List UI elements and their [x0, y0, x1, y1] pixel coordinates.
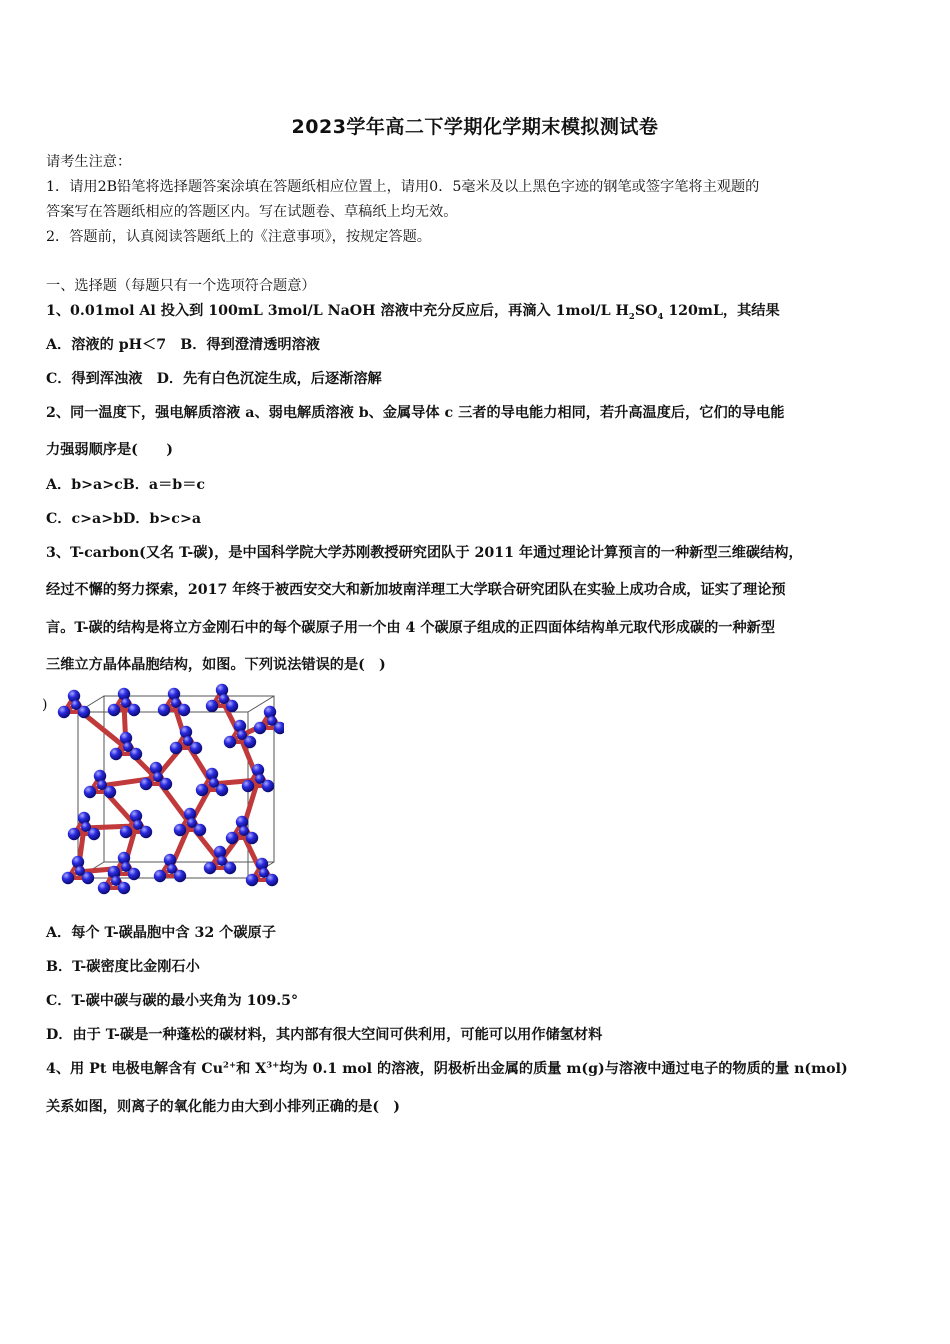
carbon-atom [255, 774, 265, 784]
carbon-atom [256, 858, 268, 870]
question-3-option-b: B．T-碳密度比金刚石小 [46, 959, 200, 975]
carbon-atom [183, 736, 193, 746]
carbon-atom [154, 870, 166, 882]
question-3-option-c: C．T-碳中碳与碳的最小夹角为 109.5° [46, 993, 299, 1009]
tetrahedron [58, 690, 90, 718]
carbon-atom [174, 824, 186, 836]
question-3-option-d: D．由于 T-碳是一种蓬松的碳材料，其内部有很大空间可供利用，可能可以用作储氢材料 [46, 1027, 603, 1043]
figure-edge-mark: ) [42, 697, 48, 713]
notice-item-1-line-2: 答案写在答题纸相应的答题区内。写在试题卷、草稿纸上均无效。 [46, 204, 458, 220]
carbon-atom [217, 856, 227, 866]
carbon-atom [267, 716, 277, 726]
carbon-atom [68, 690, 80, 702]
carbon-atom [72, 856, 84, 868]
carbon-atom [110, 748, 122, 760]
carbon-atom [78, 812, 90, 824]
carbon-atom [170, 742, 182, 754]
carbon-atom [184, 808, 196, 820]
carbon-atom [62, 872, 74, 884]
carbon-atom [94, 770, 106, 782]
carbon-atom [239, 826, 249, 836]
carbon-atom [118, 688, 130, 700]
question-3-stem-line-2: 经过不懈的努力探索，2017 年终于被西安交大和新加坡南洋理工大学联合研究团队在实验上成功合成，证实了理论预 [46, 582, 786, 598]
tetrahedron [108, 688, 140, 716]
carbon-atom [121, 698, 131, 708]
carbon-atom [123, 742, 133, 752]
carbon-atom [214, 846, 226, 858]
tetrahedron [206, 684, 238, 712]
carbon-atom [153, 772, 163, 782]
carbon-atom [234, 720, 246, 732]
carbon-atom [206, 700, 218, 712]
tetrahedron [154, 854, 186, 882]
tetrahedron [254, 706, 284, 734]
question-2-stem-line-1: 2、同一温度下，强电解质溶液 a、弱电解质溶液 b、金属导体 c 三者的导电能力相同，若升高温度后，它们的导电能 [46, 405, 785, 421]
carbon-atom [187, 818, 197, 828]
carbon-atom [98, 882, 110, 894]
question-2-options-ab: A．b>a>cB．a＝b＝c [46, 477, 206, 493]
carbon-atom [118, 852, 130, 864]
carbon-atom [81, 822, 91, 832]
carbon-atom [236, 816, 248, 828]
carbon-atom [68, 828, 80, 840]
tetrahedron [226, 816, 258, 844]
t-carbon-crystal-figure [44, 682, 284, 902]
carbon-atom [133, 820, 143, 830]
question-3-stem-line-3: 言。T-碳的结构是将立方金刚石中的每个碳原子用一个由 4 个碳原子组成的正四面体结构单元取代形成碳的一种新型 [46, 620, 776, 636]
carbon-atom [219, 694, 229, 704]
carbon-atom [97, 780, 107, 790]
carbon-atom [150, 762, 162, 774]
carbon-atom [206, 768, 218, 780]
question-3-stem-line-1: 3、T-carbon(又名 T-碳)，是中国科学院大学苏刚教授研究团队于 2011 年通过理论计算预言的一种新型三维碳结构， [46, 545, 803, 561]
carbon-atom [216, 684, 228, 696]
carbon-atom [108, 704, 120, 716]
carbon-atom [264, 706, 276, 718]
tetrahedron [158, 688, 190, 716]
carbon-atom [237, 730, 247, 740]
carbon-atom [158, 704, 170, 716]
carbon-atom [167, 864, 177, 874]
carbon-tetrahedra [58, 684, 284, 894]
question-1-options-ab: A．溶液的 pH＜7 B．得到澄清透明溶液 [46, 337, 320, 353]
carbon-atom [242, 780, 254, 792]
carbon-atom [246, 874, 258, 886]
carbon-atom [259, 868, 269, 878]
page-title: 2023学年高二下学期化学期末模拟测试卷 [291, 116, 659, 138]
question-3-stem-line-4: 三维立方晶体晶胞结构，如图。下列说法错误的是( ) [46, 657, 386, 673]
question-4-stem-line-2: 关系如图，则离子的氧化能力由大到小排列正确的是( ) [46, 1099, 400, 1115]
carbon-atom [140, 778, 152, 790]
carbon-atom [224, 736, 236, 748]
tetrahedron [170, 726, 202, 754]
carbon-atom [180, 726, 192, 738]
carbon-atom [164, 854, 176, 866]
notice-heading: 请考生注意： [46, 154, 132, 170]
carbon-atom [204, 862, 216, 874]
tetrahedron [242, 764, 274, 792]
carbon-atom [196, 784, 208, 796]
carbon-atom [58, 706, 70, 718]
question-2-stem-line-2: 力强弱顺序是( ) [46, 442, 173, 458]
question-2-options-cd: C．c>a>bD．b>c>a [46, 511, 202, 527]
carbon-atom [71, 700, 81, 710]
carbon-atom [226, 832, 238, 844]
carbon-atom [171, 698, 181, 708]
notice-item-2: 2．答题前，认真阅读答题纸上的《注意事项》，按规定答题。 [46, 229, 431, 245]
carbon-atom [121, 862, 131, 872]
carbon-atom [111, 876, 121, 886]
question-3-option-a: A．每个 T-碳晶胞中含 32 个碳原子 [46, 925, 276, 941]
question-4-stem-line-1: 4、用 Pt 电极电解含有 $Cu^{2+}$和 $X^{3+}$均为 0.1 mol 的溶液，阴极析出金属的质量 m(g)与溶液中通过电子的物质的量 n(mol) [46, 1060, 848, 1077]
section-heading: 一、选择题（每题只有一个选项符合题意） [46, 278, 316, 294]
question-1-options-cd: C．得到浑浊液 D．先有白色沉淀生成，后逐渐溶解 [46, 371, 382, 387]
carbon-atom [120, 732, 132, 744]
carbon-atom [209, 778, 219, 788]
carbon-atom [120, 826, 132, 838]
notice-item-1-line-1: 1．请用2B铅笔将选择题答案涂填在答题纸相应位置上，请用0．5毫米及以上黑色字迹的钢笔或签字笔将主观题的 [46, 179, 760, 195]
carbon-atom [108, 866, 120, 878]
tetrahedron [224, 720, 256, 748]
carbon-atom [75, 866, 85, 876]
carbon-atom [252, 764, 264, 776]
question-1-stem: 1、0.01mol Al 投入到 100mL 3mol/L NaOH 溶液中充分反应后，再滴入 1mol/L $H_2SO_4$ 120mL，其结果 [46, 303, 780, 322]
carbon-atom [84, 786, 96, 798]
carbon-atom [168, 688, 180, 700]
carbon-atom [254, 722, 266, 734]
carbon-atom [130, 810, 142, 822]
